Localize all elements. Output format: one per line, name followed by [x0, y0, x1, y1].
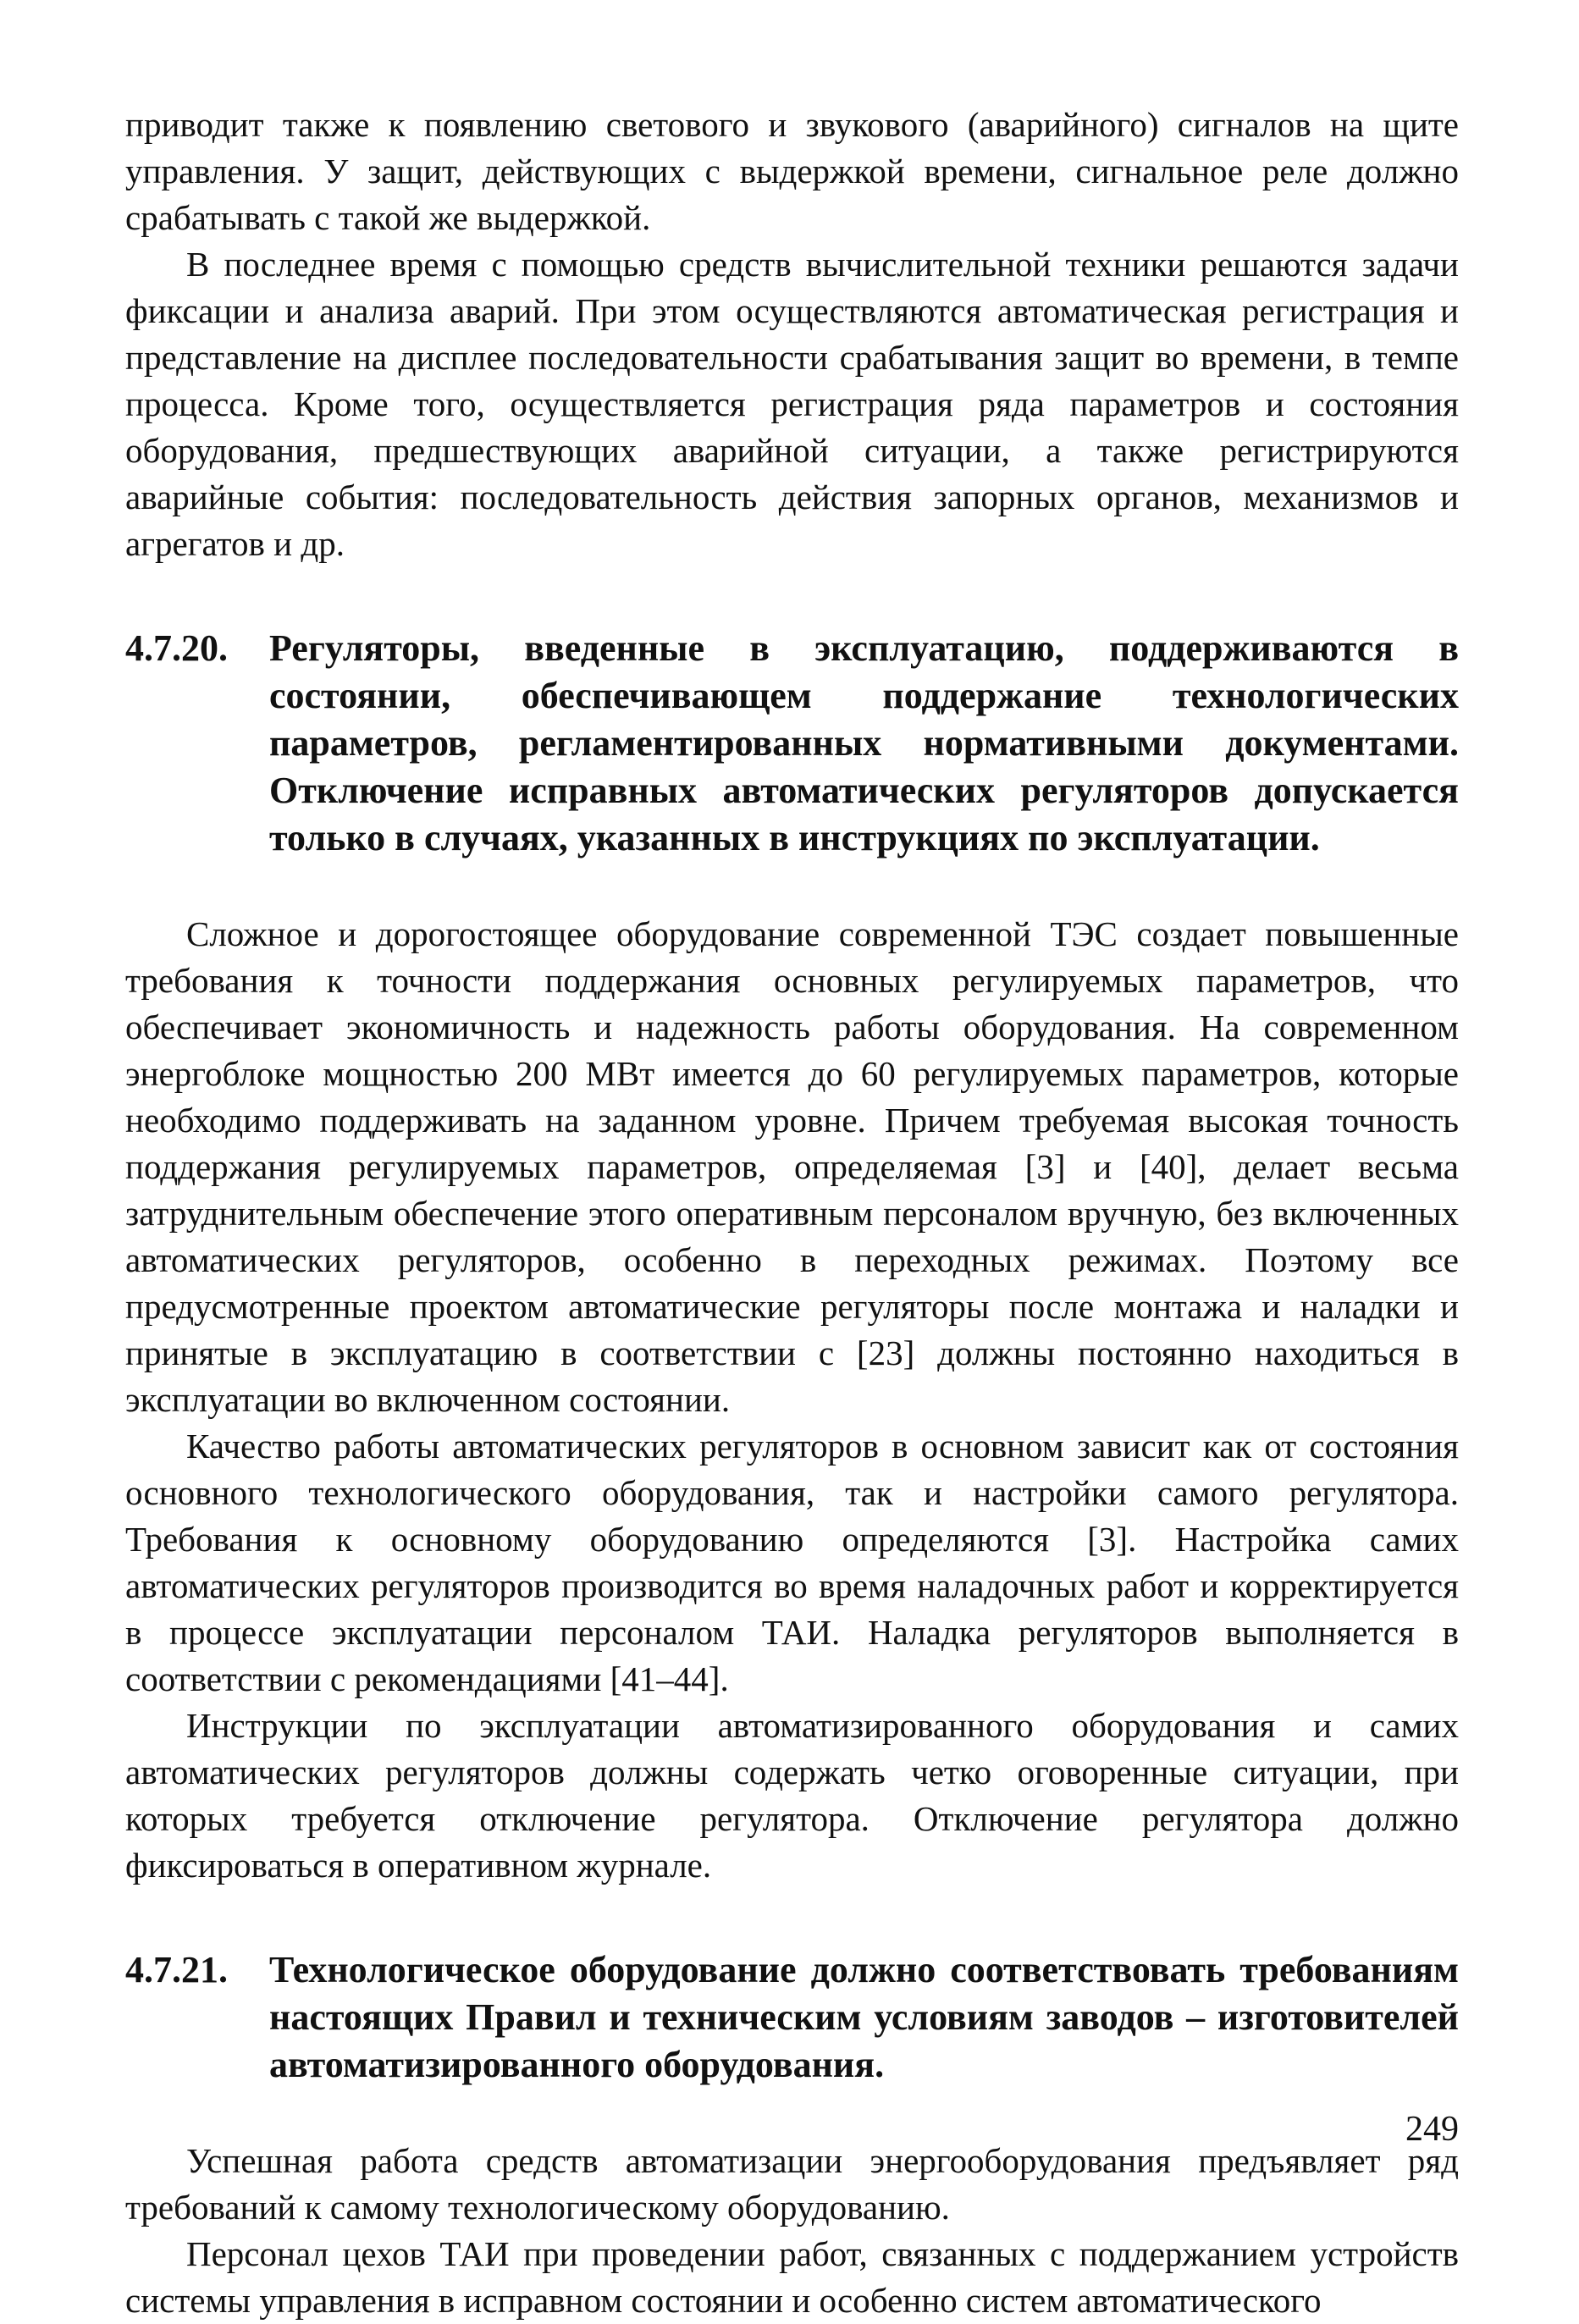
document-page — [125, 102, 1459, 2320]
intro-paragraph-2: В последнее время с помощью средств вычислительной техники решаются задачи фиксации и анализа аварий. При этом осуществляются автоматическая регистрация и представление на дисплее последовательности срабатывания защит во времени, в темпе процесса. Кроме того, осуществляется регистрация ряда параметров и состояния оборудования, предшествующих аварийной ситуации, а также регистрируются аварийные события: последовательность действия запорных органов, механизмов и агрегатов и др. — [125, 245, 1459, 563]
section-heading: Технологическое оборудование должно соответствовать требованиям настоящих Правил и техническим условиям заводов – изготовителей автоматизированного оборудования. — [269, 1949, 1459, 2085]
section-4-7-21-paragraph-2: Персонал цехов ТАИ при проведении работ, связанных с поддержанием устройств системы управления в исправном состоянии и особенно систем автоматического — [125, 2234, 1459, 2320]
section-heading: Регуляторы, введенные в эксплуатацию, поддерживаются в состоянии, обеспечивающем поддержание технологических параметров, регламентированных нормативными документами. Отключение исправных автоматических регуляторов допускается только в случаях, указанных в инструкциях по эксплуатации. — [269, 627, 1459, 858]
intro-paragraph-1: приводит также к появлению светового и звукового (аварийного) сигналов на щите управления. У защит, действующих с выдержкой времени, сигнальное реле должно срабатывать с такой же выдержкой. — [125, 105, 1459, 237]
section-4-7-21-paragraph-1: Успешная работа средств автоматизации энергооборудования предъявляет ряд требований к самому технологическому оборудованию. — [125, 2141, 1459, 2227]
section-4-7-20-paragraph-3: Инструкции по эксплуатации автоматизированного оборудования и самих автоматических регуляторов должны содержать четко оговоренные ситуации, при которых требуется отключение регулятора. Отключение регулятора должно фиксироваться в оперативном журнале. — [125, 1706, 1459, 1885]
section-4-7-20-paragraph-1: Сложное и дорогостоящее оборудование современной ТЭС создает повышенные требования к точности поддержания основных регулируемых параметров, что обеспечивает экономичность и надежность работы оборудования. На современном энергоблоке мощностью 200 МВт имеется до 60 регулируемых параметров, которые необходимо поддерживать на заданном уровне. Причем требуемая высокая точность поддержания регулируемых параметров, определяемая [3] и [40], делает весьма затруднительным обеспечение этого оперативным персоналом вручную, без включенных автоматических регуляторов, особенно в переходных режимах. Поэтому все предусмотренные проектом автоматические регуляторы после монтажа и наладки и принятые в эксплуатацию в соответствии с [23] должны постоянно находиться в эксплуатации во включенном состоянии. — [125, 914, 1459, 1419]
section-number: 4.7.20. — [125, 627, 228, 669]
page-number: 249 — [1405, 2110, 1459, 2149]
section-4-7-21-header — [125, 1946, 1459, 2089]
section-4-7-20-paragraph-2: Качество работы автоматических регуляторов в основном зависит как от состояния основного технологического оборудования, так и настройки самого регулятора. Требования к основному оборудованию определяются [3]. Настройка самих автоматических регуляторов производится во время наладочных работ и корректируется в процессе эксплуатации персоналом ТАИ. Наладка регуляторов выполняется в соответствии с рекомендациями [41–44]. — [125, 1427, 1459, 1698]
section-number: 4.7.21. — [125, 1949, 228, 1990]
section-4-7-20-header — [125, 625, 1459, 862]
